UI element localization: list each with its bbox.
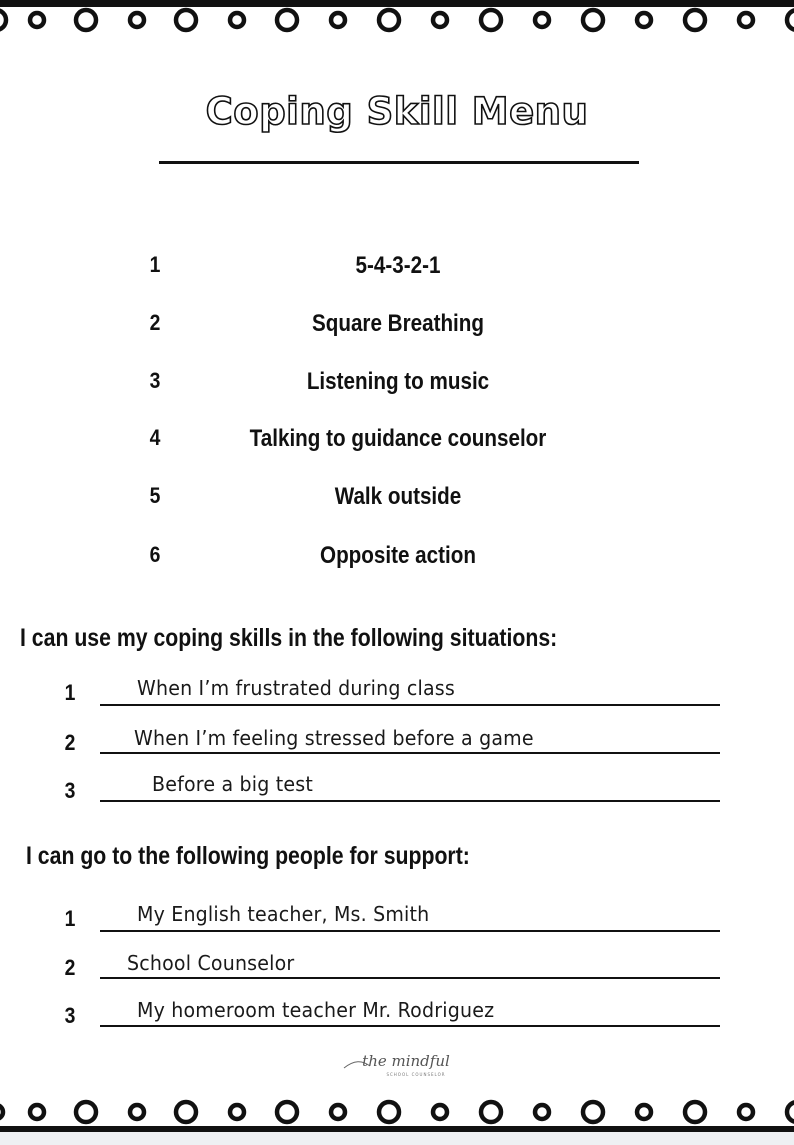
support-line <box>0 998 794 1042</box>
situation-line <box>0 676 794 720</box>
skill-menu-item <box>0 425 794 465</box>
situation-number: 2 <box>64 730 76 755</box>
logo-main-text: the mindful <box>362 1052 450 1070</box>
situations-heading: I can use my coping skills in the following situations: <box>20 624 558 652</box>
skill-label: Opposite action <box>320 542 476 569</box>
support-number: 2 <box>64 955 76 980</box>
skill-menu-item <box>0 368 794 408</box>
bottom-circle-border <box>0 1092 794 1132</box>
logo-sub-text: SCHOOL COUNSELOR <box>386 1072 446 1077</box>
skill-menu-item <box>0 252 794 292</box>
skill-number: 2 <box>149 310 161 335</box>
page-title-text: Coping Skill Menu <box>205 90 589 133</box>
brand-logo <box>340 1046 470 1084</box>
situation-line <box>0 726 794 770</box>
title-underline <box>159 161 639 164</box>
situation-underline <box>100 800 720 802</box>
support-underline <box>100 930 720 932</box>
skill-number: 3 <box>149 368 161 393</box>
support-underline <box>100 977 720 979</box>
support-line <box>0 902 794 946</box>
situation-text: When I’m feeling stressed before a game <box>134 726 534 750</box>
top-circle-border <box>0 0 794 40</box>
skill-number: 4 <box>149 425 161 450</box>
skill-menu-item <box>0 483 794 523</box>
skill-number: 6 <box>149 542 161 567</box>
situation-text: Before a big test <box>152 772 314 796</box>
support-text: My homeroom teacher Mr. Rodriguez <box>137 998 495 1022</box>
situation-underline <box>100 704 720 706</box>
skill-label: Walk outside <box>334 483 462 510</box>
skill-label: 5-4-3-2-1 <box>355 252 441 279</box>
situation-number: 1 <box>64 680 76 705</box>
support-number: 3 <box>64 1003 76 1028</box>
situation-number: 3 <box>64 778 76 803</box>
support-number: 1 <box>64 906 76 931</box>
support-text: My English teacher, Ms. Smith <box>137 902 430 926</box>
situation-line <box>0 772 794 816</box>
skill-menu-item <box>0 310 794 350</box>
skill-label: Listening to music <box>306 368 490 395</box>
situation-text: When I’m frustrated during class <box>137 676 455 700</box>
support-text: School Counselor <box>127 951 295 975</box>
bottom-strip <box>0 1132 794 1145</box>
situation-underline <box>100 752 720 754</box>
skill-label: Talking to guidance counselor <box>249 425 547 452</box>
support-underline <box>100 1025 720 1027</box>
page-title <box>0 84 794 148</box>
support-heading: I can go to the following people for support: <box>26 842 470 870</box>
skill-label: Square Breathing <box>311 310 485 337</box>
skill-menu-item <box>0 542 794 582</box>
skill-number: 5 <box>149 483 161 508</box>
support-line <box>0 951 794 995</box>
skill-number: 1 <box>149 252 161 277</box>
